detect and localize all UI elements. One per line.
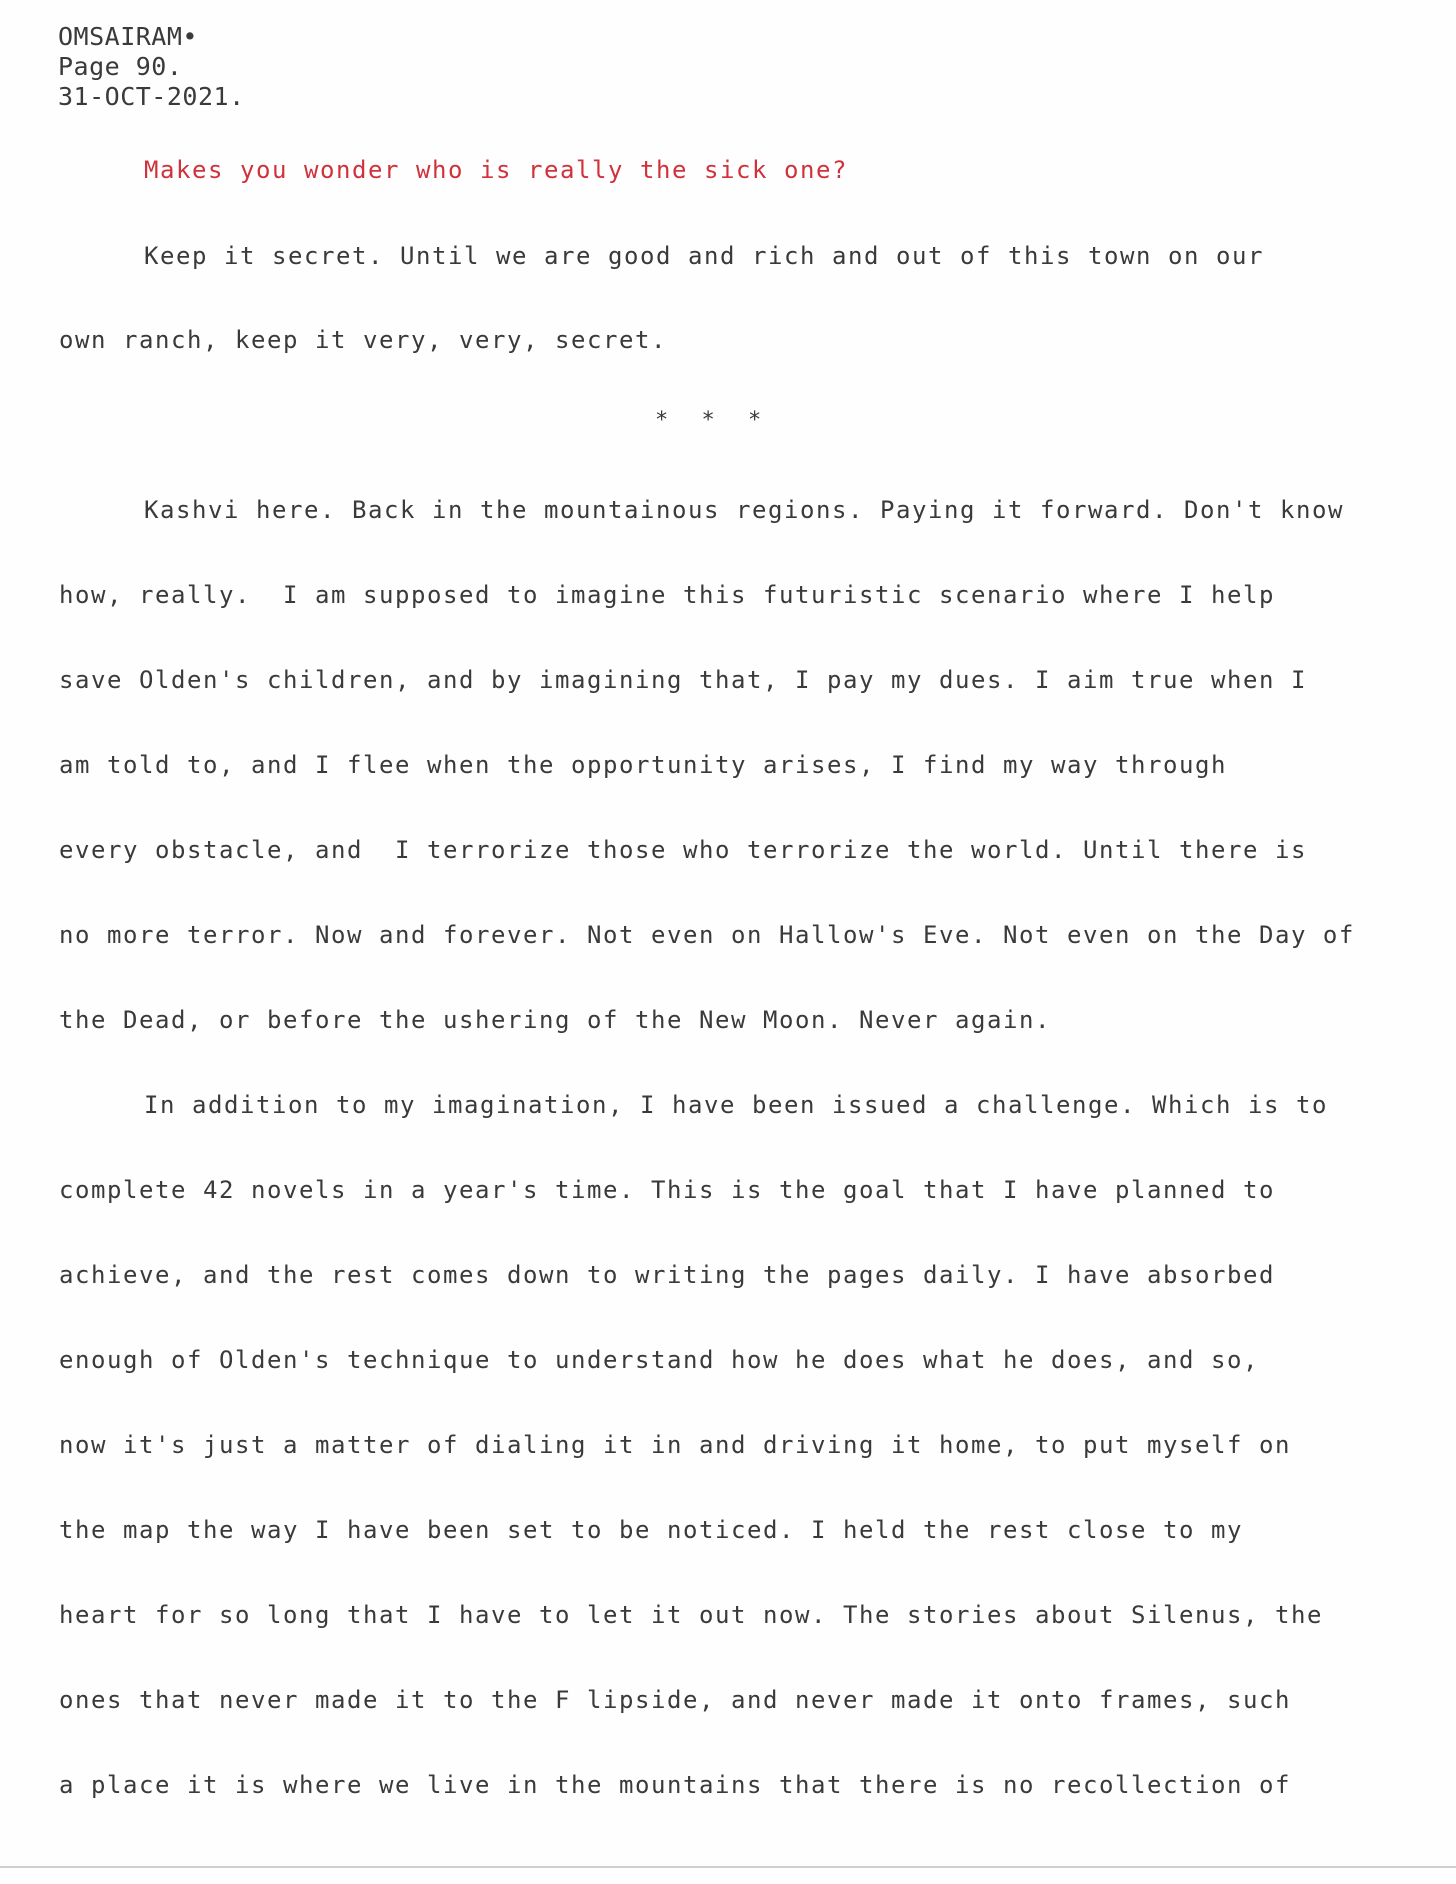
- page-header: [58, 22, 245, 112]
- text-line: no more terror. Now and forever. Not even on Hallow's Eve. Not even on the Day of: [59, 921, 1355, 949]
- text-line: In addition to my imagination, I have been issued a challenge. Which is to: [144, 1091, 1328, 1119]
- text-line: am told to, and I flee when the opportunity arises, I find my way through: [59, 751, 1227, 779]
- text-line: how, really. I am supposed to imagine this futuristic scenario where I help: [59, 581, 1275, 609]
- text-line: enough of Olden's technique to understand how he does what he does, and so,: [59, 1346, 1259, 1374]
- section-separator: * * *: [655, 408, 772, 433]
- header-date: 31-OCT-2021.: [58, 82, 245, 111]
- text-line: the map the way I have been set to be noticed. I held the rest close to my: [59, 1516, 1243, 1544]
- red-text-line: Makes you wonder who is really the sick one?: [144, 156, 848, 184]
- text-line: a place it is where we live in the mountains that there is no recollection of: [59, 1771, 1291, 1799]
- text-line: achieve, and the rest comes down to writing the pages daily. I have absorbed: [59, 1261, 1275, 1289]
- text-line: own ranch, keep it very, very, secret.: [59, 326, 667, 354]
- text-line: every obstacle, and I terrorize those who terrorize the world. Until there is: [59, 836, 1307, 864]
- page-bottom-edge: [0, 1866, 1456, 1868]
- text-line: heart for so long that I have to let it out now. The stories about Silenus, the: [59, 1601, 1323, 1629]
- text-line: complete 42 novels in a year's time. This is the goal that I have planned to: [59, 1176, 1275, 1204]
- text-line: Kashvi here. Back in the mountainous regions. Paying it forward. Don't know: [144, 496, 1344, 524]
- header-title: OMSAIRAM•: [58, 22, 198, 51]
- header-page-number: Page 90.: [58, 52, 183, 81]
- text-line: Keep it secret. Until we are good and rich and out of this town on our: [144, 242, 1264, 270]
- text-line: the Dead, or before the ushering of the New Moon. Never again.: [59, 1006, 1051, 1034]
- text-line: save Olden's children, and by imagining that, I pay my dues. I aim true when I: [59, 666, 1307, 694]
- text-line: now it's just a matter of dialing it in and driving it home, to put myself on: [59, 1431, 1291, 1459]
- text-line: ones that never made it to the F lipside, and never made it onto frames, such: [59, 1686, 1291, 1714]
